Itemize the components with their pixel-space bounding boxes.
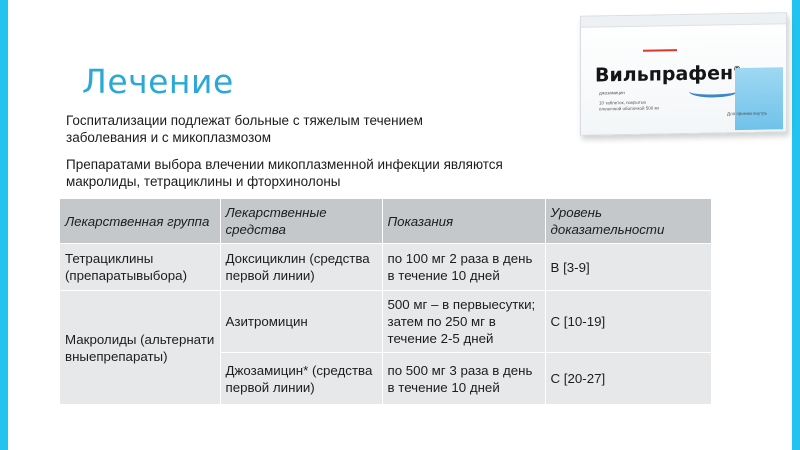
product-box-image — [580, 12, 787, 136]
header-drugs: Лекарственные средства — [220, 199, 382, 244]
manufacturer-logo-icon — [643, 49, 677, 52]
box-blue-panel — [735, 67, 783, 130]
treatment-table — [60, 199, 711, 450]
cell-drug: Доксициклин (средства первой линии) — [220, 244, 382, 291]
header-drug-group: Лекарственная группа — [60, 199, 220, 244]
table-header-row — [60, 199, 711, 244]
right-accent-bar — [792, 0, 800, 450]
table-row — [60, 244, 711, 291]
cell-drug: Джозамицин* (средства первой линии) — [220, 353, 382, 405]
left-accent-bar — [0, 0, 8, 450]
cell-group: Тетрациклины (препаратывыбора) — [60, 244, 220, 291]
cell-indication: 500 мг – в первыесутки; затем по 250 мг в течение 2-5 дней — [382, 291, 545, 353]
box-active-ingredient: джозамицин — [599, 90, 625, 96]
box-route-text: Для приема внутрь — [727, 110, 768, 117]
cell-indication: по 500 мг 3 раза в день в течение 10 дней — [382, 353, 545, 405]
cell-indication: по 100 мг 2 раза в день в течение 10 дней — [382, 244, 545, 291]
header-evidence-level: Уровень доказательности — [545, 199, 711, 244]
box-dosage-text: 10 таблеток, покрытых пленочной оболочкой 500 мг — [599, 99, 660, 111]
hospitalization-paragraph: Госпитализации подлежат больные с тяжелым течением заболевания и с микоплазмозом — [66, 113, 423, 145]
cell-drug: Азитромицин — [220, 291, 382, 353]
cell-group: Макролиды (альтернативныепрепараты) — [60, 291, 220, 405]
cell-level: C [10-19] — [545, 291, 711, 353]
drugs-of-choice-paragraph: Препаратами выбора влечении микоплазменной инфекции являются макролиды, тетрациклины и фторхинолоны — [66, 157, 503, 189]
swoosh-icon — [689, 84, 739, 98]
header-indications: Показания — [382, 199, 545, 244]
box-lid — [581, 13, 786, 28]
cell-level: C [20-27] — [545, 353, 711, 405]
cell-level: B [3-9] — [545, 244, 711, 291]
slide-title: Лечение — [82, 62, 234, 101]
table-row — [60, 291, 711, 353]
product-name: Вильпрафен — [595, 62, 734, 87]
